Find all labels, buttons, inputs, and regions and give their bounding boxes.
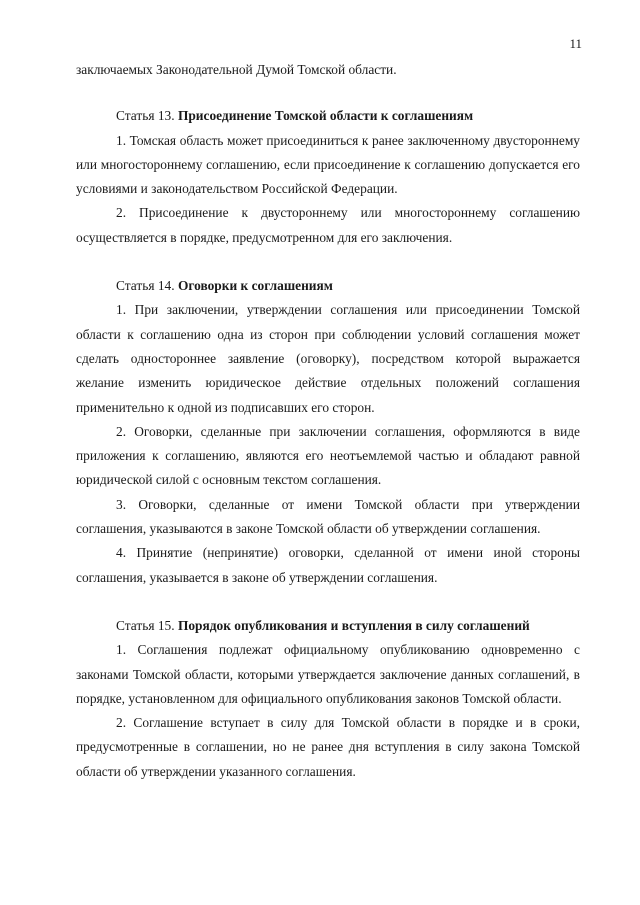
article-14-paragraph-4: 4. Принятие (непринятие) оговорки, сделанной от имени иной стороны соглашения, указывается в законе об утверждении соглашения. [76,545,580,585]
article-15-heading [76,614,580,638]
page-number: 11 [569,36,582,51]
article-14-paragraph-3: 3. Оговорки, сделанные от имени Томской области при утверждении соглашения, указываются в законе Томской области об утверждении соглашения. [76,496,580,537]
article-14-title: Оговорки к соглашениям [177,278,333,294]
article-14-paragraph-1: 1. При заключении, утверждении соглашения или присоединении Томской области к соглашению одна из сторон при соблюдении условий соглашения может сделать одностороннее заявление (оговорку), посредством которой выражается желание изменить юридическое действие отдельных положений соглашения применительно к одной из подписавших его сторон. [76,302,580,415]
article-13-paragraph-1: 1. Томская область может присоединиться к ранее заключенному двустороннему или многостороннему соглашению, если присоединение к соглашению допускается его условиями и законодательством Российской Федерации. [76,132,580,197]
article-15-paragraph-2: 2. Соглашение вступает в силу для Томской области в порядке и в сроки, предусмотренные в соглашении, но не ранее дня вступления в силу закона Томской области об утверждении указанного соглашения. [76,715,580,779]
article-13-title: Присоединение Томской области к соглашениям [177,108,474,124]
article-15-title: Порядок опубликования и вступления в силу соглашений [177,617,530,633]
article-15-paragraph-1: 1. Соглашения подлежат официальному опубликованию одновременно с законами Томской области, которыми утверждается заключение данных соглашений, в порядке, установленном для официального опубликования законов Томской области. [76,642,580,706]
article-15-prefix: Статья 15. [116,617,175,633]
article-13-prefix: Статья 13. [116,108,175,124]
article-13-heading [76,104,580,128]
article-13-paragraph-2: 2. Присоединение к двустороннему или многостороннему соглашению осуществляется в порядке, предусмотренном для его заключения. [76,205,580,245]
article-14-heading [76,274,580,298]
document-body [76,58,580,784]
lead-paragraph: заключаемых Законодательной Думой Томской области. [76,62,397,77]
article-14-prefix: Статья 14. [116,278,175,294]
article-14-paragraph-2: 2. Оговорки, сделанные при заключении соглашения, оформляются в виде приложения к соглашению, являются его неотъемлемой частью и обладают равной юридической силой с основным текстом соглашения. [76,423,580,488]
